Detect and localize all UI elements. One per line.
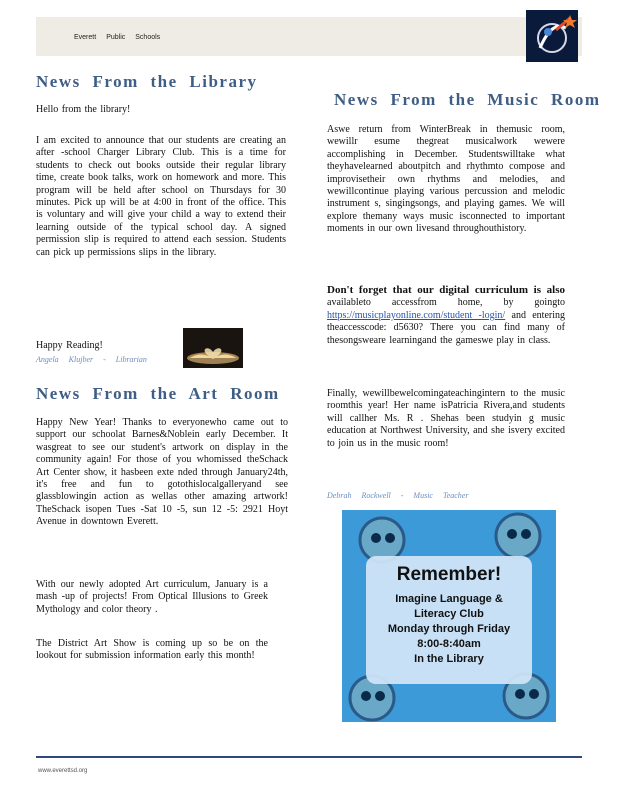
library-signature: Angela Klujber - Librarian xyxy=(36,355,147,364)
music-paragraph-3: Finally, wewillbewelcomingateachingintern to the music roomthis year! Her name isPatricia Rivera,and students will callher Ms. R . Shehas been studyin g music education at Northwest University, and she isvery excited to join us in the music room! xyxy=(327,388,565,449)
book-heart-icon xyxy=(183,328,243,368)
library-body: I am excited to announce that our students are creating an after -school Charger Library Club. This is a time for students to check out books outside their regular library time, create book talks, work on homework and more. This program will be held after school on Thursdays for 30 minutes. Pick up will be at 4:00 in front of the office. This is voluntary and will give your child a way to extend their learning outside of the typical school day. A signed permission slip is required to attend each session. Students can pick up permissions slips in the library. xyxy=(36,135,286,258)
poster-line-1: Imagine Language & xyxy=(395,593,503,605)
header-nav xyxy=(74,34,160,41)
literacy-club-poster xyxy=(342,510,556,722)
poster-title: Remember! xyxy=(396,564,502,585)
music-curriculum-link[interactable]: https://musicplayonline.com/student -login/ xyxy=(327,309,506,321)
book-heart-image xyxy=(183,328,243,368)
district-logo xyxy=(526,10,578,62)
music-signature: Debrah Rockwell - Music Teacher xyxy=(327,491,469,500)
art-paragraph-1: Happy New Year! Thanks to everyonewho came out to support our schoolat Barnes&Noblein early December. It wasgreat to see our student's artwork on display in the community again! For those of you whomissed theSchack Art Center show, it hasbeen exte nded through January24th, it's free and fun to gotothislocalgalleryand see glassblowingin action as wellas other amazing artwork! TheSchack isopen Tues -Sat 10 -5, sun 12 -5: 2921 Hoyt Avenue in downtown Everett. xyxy=(36,417,288,528)
nav-item-public: Public xyxy=(106,34,126,41)
music-paragraph-2-lead: Don't forget that our digital curriculum is also xyxy=(327,284,565,296)
art-heading: News From the Art Room xyxy=(36,384,280,403)
nav-item-schools: Schools xyxy=(135,34,161,41)
library-greeting: Hello from the library! xyxy=(36,104,131,115)
art-paragraph-2: With our newly adopted Art curriculum, January is a mash -up of projects! From Optical Illusions to Greek Mythology and color theory . xyxy=(36,579,268,615)
poster-card xyxy=(366,556,532,684)
district-logo-icon xyxy=(526,10,578,62)
music-paragraph-1: Aswe return from WinterBreak in themusic room, wewillr esume thegreat musicalwork wewere accomplishing in December. Studentswilltake what theyhavelearned aboutpitch and rhythmto compose and improvisetheir own rhythms and melodies, and wewillcontinue playing various percussion and melodic instrument s, singingsongs, and playing games. We will explore themany ways music isconnected to important moments in our own livesand throughouthistory. xyxy=(327,124,565,235)
poster-line-3: Monday through Friday xyxy=(387,623,511,635)
music-paragraph-2-a: availableto accessfrom home, by goingto xyxy=(327,297,565,309)
nav-item-everett: Everett xyxy=(74,34,97,41)
art-paragraph-3: The District Art Show is coming up so be on the lookout for submission information early this month! xyxy=(36,638,268,662)
poster-line-5: In the Library xyxy=(414,653,484,665)
music-paragraph-2 xyxy=(327,284,565,347)
footer-rule xyxy=(36,756,582,758)
music-paragraph-2-b: and entering theaccesscode: d5630? There you can find many of thesongsweare learningand the gameswe play in class. xyxy=(327,309,566,346)
library-heading: News From the Library xyxy=(36,72,258,91)
poster-line-4: 8:00-8:40am xyxy=(417,638,481,650)
footer-url[interactable]: www.everettsd.org xyxy=(38,768,88,774)
library-closing: Happy Reading! xyxy=(36,340,103,351)
poster-line-2: Literacy Club xyxy=(414,608,484,620)
music-heading: News From the Music Room xyxy=(334,90,601,109)
